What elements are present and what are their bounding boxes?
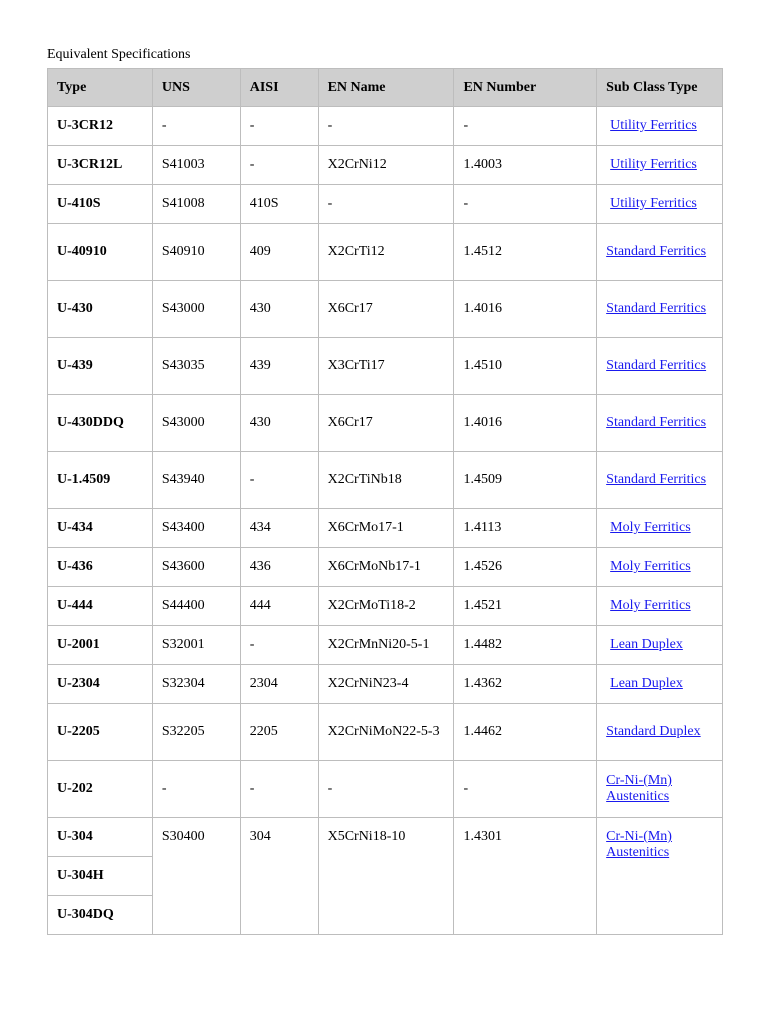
cell-uns: S32205	[152, 704, 240, 761]
cell-aisi: 304	[240, 818, 318, 935]
cell-type: U-304DQ	[48, 896, 153, 935]
cell-type: U-40910	[48, 224, 153, 281]
cell-en-name: X3CrTi17	[318, 338, 454, 395]
cell-aisi: 2205	[240, 704, 318, 761]
cell-sub-class-type	[597, 626, 723, 665]
cell-en-name: -	[318, 761, 454, 818]
equivalent-specifications-table	[47, 68, 723, 935]
cell-en-number: 1.4526	[454, 548, 597, 587]
cell-uns: S43600	[152, 548, 240, 587]
cell-sub-class-type	[597, 185, 723, 224]
cell-en-number: 1.4016	[454, 395, 597, 452]
cell-en-name: X2CrTi12	[318, 224, 454, 281]
table-row	[48, 224, 723, 281]
cell-aisi: 2304	[240, 665, 318, 704]
sub-class-link[interactable]: Utility Ferritics	[610, 118, 697, 133]
cell-en-number: -	[454, 107, 597, 146]
sub-class-link[interactable]: Utility Ferritics	[610, 196, 697, 211]
cell-type: U-3CR12L	[48, 146, 153, 185]
cell-uns: S40910	[152, 224, 240, 281]
cell-type: U-2001	[48, 626, 153, 665]
cell-uns: S43035	[152, 338, 240, 395]
cell-type: U-444	[48, 587, 153, 626]
table-row	[48, 818, 723, 857]
header-uns: UNS	[152, 69, 240, 107]
cell-uns: -	[152, 761, 240, 818]
cell-aisi: 430	[240, 281, 318, 338]
cell-type: U-304	[48, 818, 153, 857]
sub-class-link[interactable]: Lean Duplex	[610, 637, 683, 652]
cell-en-name: X2CrMoTi18-2	[318, 587, 454, 626]
table-row	[48, 587, 723, 626]
cell-sub-class-type	[597, 509, 723, 548]
sub-class-link[interactable]: Moly Ferritics	[610, 598, 691, 613]
cell-sub-class-type	[597, 146, 723, 185]
cell-type: U-2304	[48, 665, 153, 704]
cell-en-name: X2CrNiMoN22-5-3	[318, 704, 454, 761]
sub-class-link[interactable]: Cr-Ni-(Mn) Austenitics	[606, 829, 672, 860]
sub-class-link[interactable]: Standard Ferritics	[606, 415, 707, 430]
table-row	[48, 107, 723, 146]
cell-uns: S43400	[152, 509, 240, 548]
cell-aisi: -	[240, 452, 318, 509]
cell-type: U-430	[48, 281, 153, 338]
cell-type: U-436	[48, 548, 153, 587]
cell-uns: S43000	[152, 395, 240, 452]
table-row	[48, 452, 723, 509]
cell-sub-class-type	[597, 818, 723, 935]
header-en-name: EN Name	[318, 69, 454, 107]
cell-aisi: -	[240, 107, 318, 146]
cell-uns: S32001	[152, 626, 240, 665]
cell-en-name: X6Cr17	[318, 281, 454, 338]
cell-en-number: 1.4016	[454, 281, 597, 338]
cell-sub-class-type	[597, 224, 723, 281]
cell-uns: S41003	[152, 146, 240, 185]
cell-type: U-434	[48, 509, 153, 548]
header-sub-class-type: Sub Class Type	[597, 69, 723, 107]
sub-class-link[interactable]: Moly Ferritics	[610, 520, 691, 535]
cell-sub-class-type	[597, 548, 723, 587]
cell-aisi: 439	[240, 338, 318, 395]
table-row	[48, 704, 723, 761]
cell-type: U-202	[48, 761, 153, 818]
table-row	[48, 509, 723, 548]
cell-en-name: -	[318, 185, 454, 224]
cell-type: U-304H	[48, 857, 153, 896]
cell-en-number: 1.4512	[454, 224, 597, 281]
cell-uns: S43940	[152, 452, 240, 509]
table-row	[48, 626, 723, 665]
cell-en-number: 1.4003	[454, 146, 597, 185]
cell-uns: S44400	[152, 587, 240, 626]
cell-en-name: X2CrNi12	[318, 146, 454, 185]
cell-aisi: 409	[240, 224, 318, 281]
header-en-number: EN Number	[454, 69, 597, 107]
cell-en-number: -	[454, 761, 597, 818]
cell-sub-class-type	[597, 107, 723, 146]
cell-en-name: X2CrTiNb18	[318, 452, 454, 509]
sub-class-link[interactable]: Cr-Ni-(Mn) Austenitics	[606, 773, 672, 804]
sub-class-link[interactable]: Standard Ferritics	[606, 244, 707, 259]
sub-class-link[interactable]: Utility Ferritics	[610, 157, 697, 172]
cell-en-number: -	[454, 185, 597, 224]
cell-sub-class-type	[597, 704, 723, 761]
table-row	[48, 395, 723, 452]
header-row	[48, 69, 723, 107]
cell-uns: -	[152, 107, 240, 146]
cell-sub-class-type	[597, 587, 723, 626]
cell-uns: S32304	[152, 665, 240, 704]
table-row	[48, 146, 723, 185]
cell-en-number: 1.4462	[454, 704, 597, 761]
cell-uns: S43000	[152, 281, 240, 338]
cell-en-number: 1.4113	[454, 509, 597, 548]
cell-en-number: 1.4362	[454, 665, 597, 704]
header-type: Type	[48, 69, 153, 107]
cell-en-number: 1.4482	[454, 626, 597, 665]
cell-uns: S30400	[152, 818, 240, 935]
sub-class-link[interactable]: Standard Ferritics	[606, 301, 707, 316]
cell-en-name: X2CrMnNi20-5-1	[318, 626, 454, 665]
cell-type: U-1.4509	[48, 452, 153, 509]
cell-type: U-2205	[48, 704, 153, 761]
cell-aisi: 430	[240, 395, 318, 452]
cell-type: U-3CR12	[48, 107, 153, 146]
sub-class-link[interactable]: Standard Ferritics	[606, 358, 707, 373]
cell-sub-class-type	[597, 281, 723, 338]
cell-aisi: 436	[240, 548, 318, 587]
cell-sub-class-type	[597, 395, 723, 452]
cell-type: U-439	[48, 338, 153, 395]
cell-en-name: X6Cr17	[318, 395, 454, 452]
cell-aisi: 434	[240, 509, 318, 548]
sub-class-link[interactable]: Lean Duplex	[610, 676, 683, 691]
header-aisi: AISI	[240, 69, 318, 107]
table-row	[48, 761, 723, 818]
cell-type: U-430DDQ	[48, 395, 153, 452]
table-caption: Equivalent Specifications	[47, 47, 191, 62]
table-row	[48, 185, 723, 224]
cell-aisi: -	[240, 761, 318, 818]
table-row	[48, 281, 723, 338]
cell-sub-class-type	[597, 338, 723, 395]
cell-sub-class-type	[597, 452, 723, 509]
cell-en-number: 1.4301	[454, 818, 597, 935]
cell-en-name: X6CrMo17-1	[318, 509, 454, 548]
cell-aisi: -	[240, 146, 318, 185]
cell-aisi: 444	[240, 587, 318, 626]
cell-sub-class-type	[597, 665, 723, 704]
cell-aisi: -	[240, 626, 318, 665]
cell-en-name: X6CrMoNb17-1	[318, 548, 454, 587]
sub-class-link[interactable]: Moly Ferritics	[610, 559, 691, 574]
cell-en-number: 1.4521	[454, 587, 597, 626]
cell-uns: S41008	[152, 185, 240, 224]
table-row	[48, 665, 723, 704]
table-row	[48, 338, 723, 395]
cell-en-name: X2CrNiN23-4	[318, 665, 454, 704]
cell-en-number: 1.4509	[454, 452, 597, 509]
sub-class-link[interactable]: Standard Duplex	[606, 724, 701, 739]
cell-aisi: 410S	[240, 185, 318, 224]
cell-type: U-410S	[48, 185, 153, 224]
cell-sub-class-type	[597, 761, 723, 818]
cell-en-name: -	[318, 107, 454, 146]
cell-en-name: X5CrNi18-10	[318, 818, 454, 935]
sub-class-link[interactable]: Standard Ferritics	[606, 472, 707, 487]
cell-en-number: 1.4510	[454, 338, 597, 395]
table-row	[48, 548, 723, 587]
